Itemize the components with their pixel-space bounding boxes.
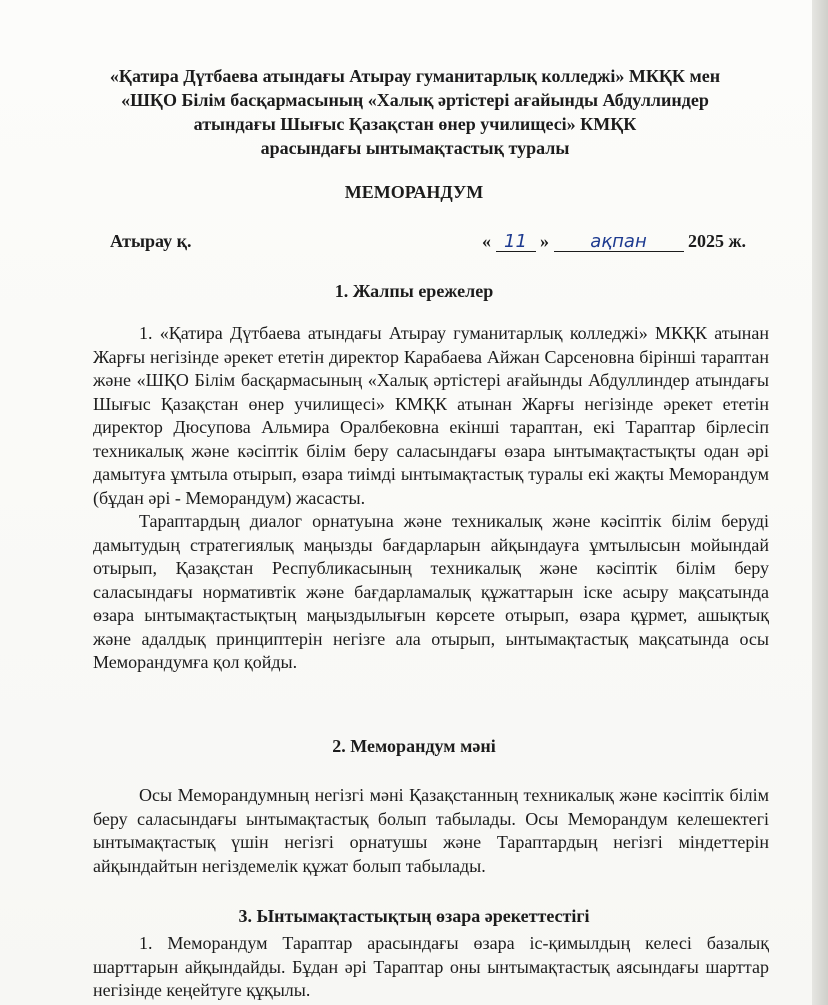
date-month-handwritten: ақпан: [554, 233, 684, 252]
section-3-paragraph-1: 1. Меморандум Тараптар арасындағы өзара іс-қимылдың келесі базалық шарттарын айқындайды. Бұдан әрі Тараптар оны ынтымақтастық аясындағы шарттар негізінде кеңейтуге құқылы.: [93, 933, 769, 1000]
header-line-3: атындағы Шығыс Қазақстан өнер училищесі» КМҚК: [193, 114, 637, 134]
section-2-title: 2. Меморандум мәні: [332, 736, 496, 756]
date-line: [482, 231, 746, 252]
date-day-handwritten: 11: [496, 233, 536, 252]
header-line-2: «ШҚО Білім басқармасының «Халық әртістері ағайынды Абдуллиндер: [121, 90, 709, 110]
section-3-title: 3. Ынтымақтастықтың өзара әрекеттестігі: [238, 906, 590, 926]
document-title: МЕМОРАНДУМ: [344, 182, 484, 202]
section-3-body: [93, 932, 769, 1003]
date-open-quote: «: [482, 231, 491, 251]
section-2-paragraph-1: Осы Меморандумның негізгі мәні Қазақстанның техникалық және кәсіптік білім беру саласындағы ынтымақтастық болып табылады. Осы Меморандум келешектегі ынтымақтастық үшін негізгі орнатушы және Тараптардың негізгі міндеттерін айқындайтын негіздемелік құжат болып табылады.: [93, 785, 769, 876]
section-2-body: [93, 784, 769, 878]
section-1-paragraph-1: 1. «Қатира Дүтбаева атындағы Атырау гуманитарлық колледжі» МКҚК атынан Жарғы негізінде әрекет ететін директор Карабаева Айжан Сарсеновна бірінші тараптан және «ШҚО Білім басқармасының «Халық әртістері ағайынды Абдуллиндер атындағы Шығыс Қазақстан өнер училищесі» КМҚК атынан Жарғы негізінде әрекет ететін директор Дюсупова Альмира Оралбековна екінші тараптан, екі Тараптар бірлесіп техникалық және кәсіптік білім беру саласындағы өзара ынтымақтастықты одан әрі дамытуға ұмтыла отырып, өзара тиімді ынтымақтастық туралы екі жақты Меморандум (бұдан әрі - Меморандум) жасасты.: [93, 323, 769, 508]
date-year: 2025 ж.: [688, 231, 747, 251]
page-edge: [812, 0, 828, 1005]
header-line-1: «Қатира Дүтбаева атындағы Атырау гуманитарлық колледжі» МКҚК мен: [109, 66, 721, 86]
section-1-title: 1. Жалпы ережелер: [334, 281, 494, 301]
header-line-4: арасындағы ынтымақтастық туралы: [260, 138, 570, 158]
place-label: Атырау қ.: [110, 231, 192, 251]
section-1-paragraph-2: Тараптардың диалог орнатуына және техникалық және кәсіптік білім беруді дамытудың стратегиялық маңызды бағдарларын айқындауға ұмтылысын мойындай отырып, Қазақстан Республикасының техникалық және кәсіптік білім беру саласындағы нормативтік және бағдарламалық құжаттарын іске асыру мақсатында өзара ынтымақтастықтың маңыздылығын көрсете отырып, өзара құрмет, ашықтық және адалдық принциптерін негізге ала отырып, ынтымақтастық мақсатында осы Меморандумға қол қойды.: [93, 511, 769, 672]
date-close-quote: »: [540, 231, 549, 251]
document-header: [60, 64, 770, 160]
section-1-body: [93, 322, 769, 675]
